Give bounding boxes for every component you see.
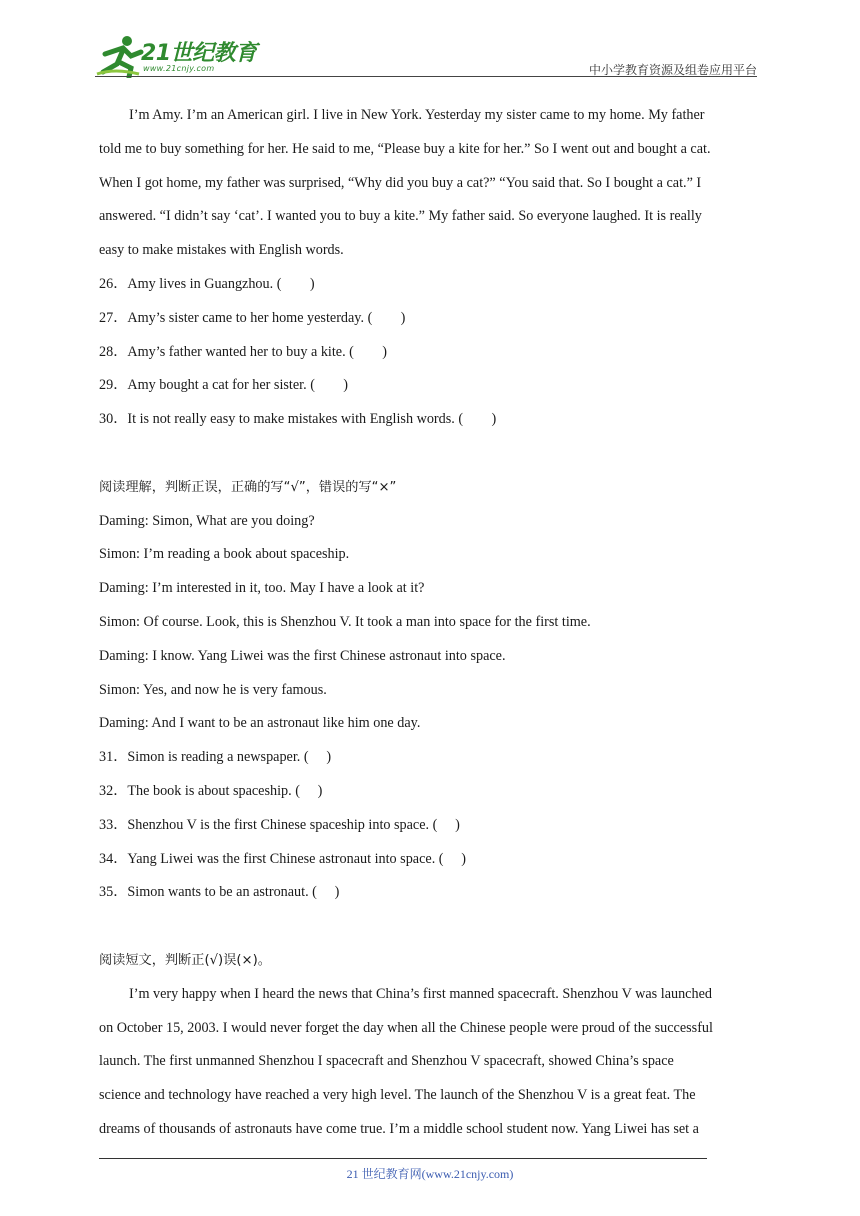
question-item: 33．Shenzhou V is the first Chinese spaceship into space. ( ) <box>99 816 460 833</box>
passage-line: launch. The first unmanned Shenzhou I spacecraft and Shenzhou V spacecraft, showed China’s space <box>99 1053 674 1070</box>
passage-line: science and technology have reached a very high level. The launch of the Shenzhou V is a great feat. The <box>99 1087 696 1104</box>
passage-line: told me to buy something for her. He said to me, “Please buy a kite for her.” So I went out and bought a cat. <box>99 140 711 157</box>
header-platform-title: 中小学教育资源及组卷应用平台 <box>588 63 757 77</box>
question-item: 28．Amy’s father wanted her to buy a kite. ( ) <box>99 343 388 360</box>
dialogue-line: Simon: Yes, and now he is very famous. <box>99 681 327 698</box>
passage-line: dreams of thousands of astronauts have come true. I’m a middle school student now. Yang Liwei has set a <box>99 1120 699 1137</box>
question-item: 35．Simon wants to be an astronaut. ( ) <box>99 884 340 901</box>
dialogue-line: Daming: I’m interested in it, too. May I have a look at it? <box>99 580 425 597</box>
footer-divider <box>99 1158 707 1159</box>
section-instruction: 阅读理解，判断正误，正确的写“√”，错误的写“×” <box>99 479 397 495</box>
dialogue-line: Simon: I’m reading a book about spaceship. <box>99 546 350 563</box>
dialogue-line: Daming: And I want to be an astronaut like him one day. <box>99 715 421 732</box>
dialogue-line: Simon: Of course. Look, this is Shenzhou V. It took a man into space for the first time. <box>99 613 591 630</box>
question-item: 31．Simon is reading a newspaper. ( ) <box>99 749 332 766</box>
passage-line: I’m Amy. I’m an American girl. I live in New York. Yesterday my sister came to my home. My father <box>129 107 705 123</box>
passage-line: easy to make mistakes with English words. <box>99 242 344 259</box>
passage-line: When I got home, my father was surprised, “Why did you buy a cat?” “You said that. So I bought a cat.” I <box>99 174 702 191</box>
question-item: 29．Amy bought a cat for her sister. ( ) <box>99 377 349 394</box>
page-header <box>95 34 757 78</box>
question-item: 32．The book is about spaceship. ( ) <box>99 782 323 799</box>
question-list-1 <box>99 268 759 437</box>
passage-shenzhou <box>99 978 759 1147</box>
dialogue-line: Daming: Simon, What are you doing? <box>99 512 315 529</box>
section-instruction: 阅读短文，判断正(√)误(×)。 <box>99 952 271 968</box>
document-body <box>99 99 759 1147</box>
question-item: 26．Amy lives in Guangzhou. ( ) <box>99 275 315 292</box>
question-item: 34．Yang Liwei was the first Chinese astronaut into space. ( ) <box>99 850 466 867</box>
dialogue <box>99 505 759 742</box>
section-spacer <box>99 437 759 471</box>
page-footer: 21 世纪教育网(www.21cnjy.com) <box>346 1167 514 1181</box>
header-divider <box>95 76 757 77</box>
section-spacer <box>99 910 759 944</box>
passage-line: answered. “I didn’t say ‘cat’. I wanted you to buy a kite.” My father said. So everyone laughed. It is really <box>99 208 702 225</box>
question-item: 30．It is not really easy to make mistakes with English words. ( ) <box>99 411 497 428</box>
logo-text: 21世纪教育 <box>141 41 257 66</box>
question-list-2 <box>99 741 759 910</box>
passage-line: on October 15, 2003. I would never forget the day when all the Chinese people were proud of the successful <box>99 1019 713 1036</box>
passage-line: I’m very happy when I heard the news that China’s first manned spacecraft. Shenzhou V was launched <box>129 985 712 1002</box>
passage-amy <box>99 99 759 268</box>
runner-logo-icon <box>95 34 145 78</box>
question-item: 27．Amy’s sister came to her home yesterday. ( ) <box>99 309 406 326</box>
logo-url: www.21cnjy.com <box>143 64 215 73</box>
site-logo <box>95 34 265 78</box>
dialogue-line: Daming: I know. Yang Liwei was the first Chinese astronaut into space. <box>99 647 506 664</box>
